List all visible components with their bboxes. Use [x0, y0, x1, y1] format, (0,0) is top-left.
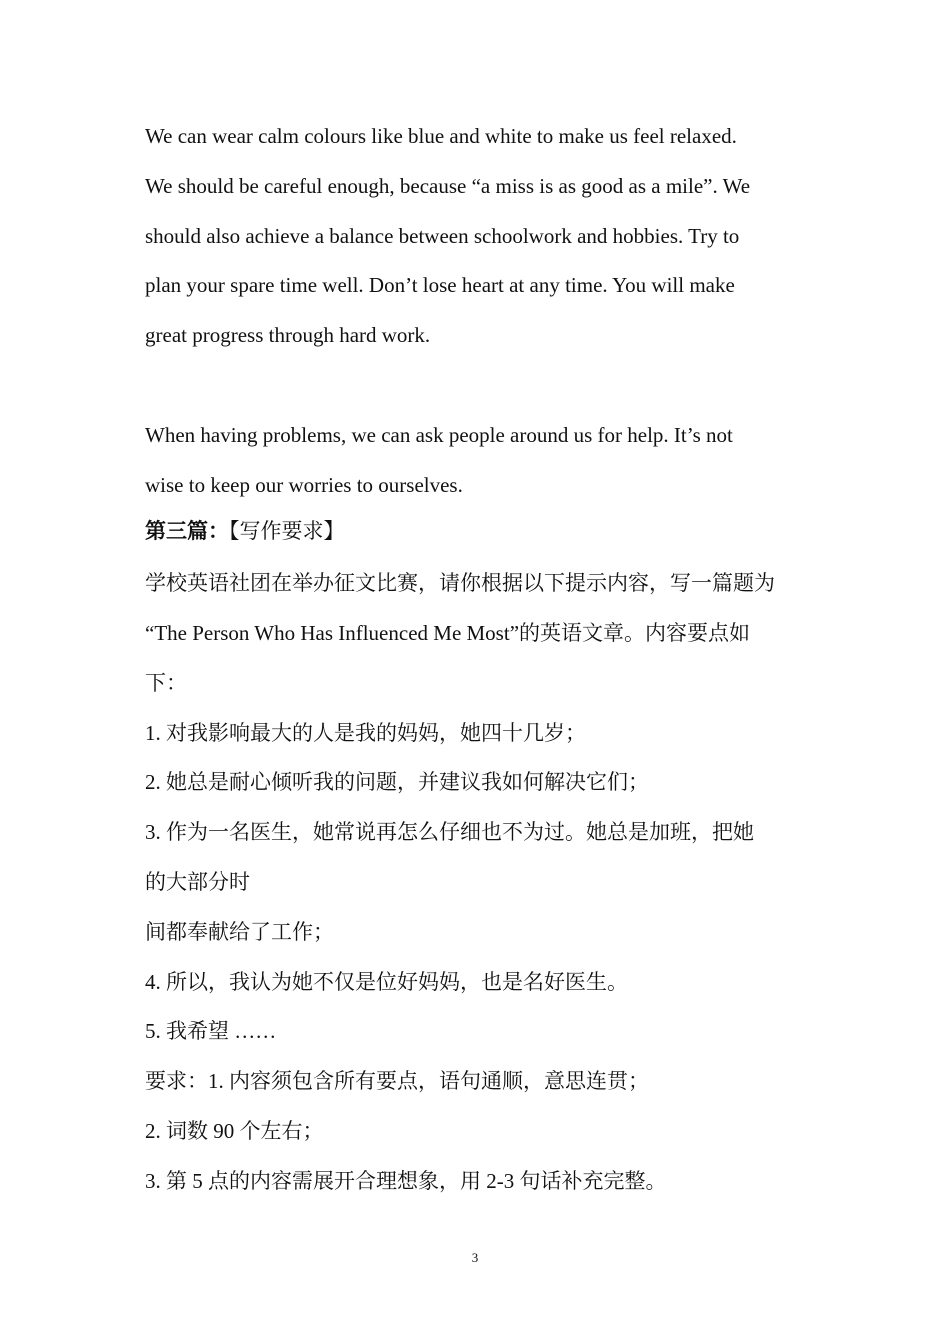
paragraph-line: When having problems, we can ask people around us for help. It’s not: [145, 423, 733, 447]
point-line: 间都奉献给了工作；: [145, 920, 334, 944]
intro-line: 下：: [145, 671, 187, 695]
point-line: 1. 对我影响最大的人是我的妈妈，她四十几岁；: [145, 721, 586, 745]
requirement-line: 2. 词数 90 个左右；: [145, 1119, 324, 1143]
paragraph-line: We can wear calm colours like blue and white to make us feel relaxed.: [145, 124, 737, 148]
point-line: 的大部分时: [145, 870, 250, 894]
paragraph-line: We should be careful enough, because “a miss is as good as a mile”. We: [145, 174, 751, 198]
requirement-line: 3. 第 5 点的内容需展开合理想象，用 2-3 句话补充完整。: [145, 1169, 667, 1193]
paragraph-line: should also achieve a balance between schoolwork and hobbies. Try to: [145, 224, 740, 248]
section-heading: [145, 517, 345, 545]
section-heading-label: 第三篇：: [145, 519, 229, 543]
paragraph-line: great progress through hard work.: [145, 323, 431, 347]
paragraph-line: wise to keep our worries to ourselves.: [145, 473, 463, 497]
requirement-line: 要求：1. 内容须包含所有要点，语句通顺，意思连贯；: [145, 1069, 649, 1093]
point-line: 5. 我希望 ……: [145, 1019, 277, 1043]
intro-line: “The Person Who Has Influenced Me Most”的英语文章。内容要点如: [145, 621, 751, 645]
paragraph-line: plan your spare time well. Don’t lose heart at any time. You will make: [145, 273, 735, 297]
point-line: 3. 作为一名医生，她常说再怎么仔细也不为过。她总是加班，把她: [145, 820, 754, 844]
page-number: 3: [471, 1250, 479, 1265]
point-line: 2. 她总是耐心倾听我的问题，并建议我如何解决它们；: [145, 770, 649, 794]
point-line: 4. 所以，我认为她不仅是位好妈妈，也是名好医生。: [145, 970, 628, 994]
intro-line: 学校英语社团在举办征文比赛，请你根据以下提示内容，写一篇题为: [145, 571, 775, 595]
section-heading-bracket: 【写作要求】: [229, 519, 345, 543]
